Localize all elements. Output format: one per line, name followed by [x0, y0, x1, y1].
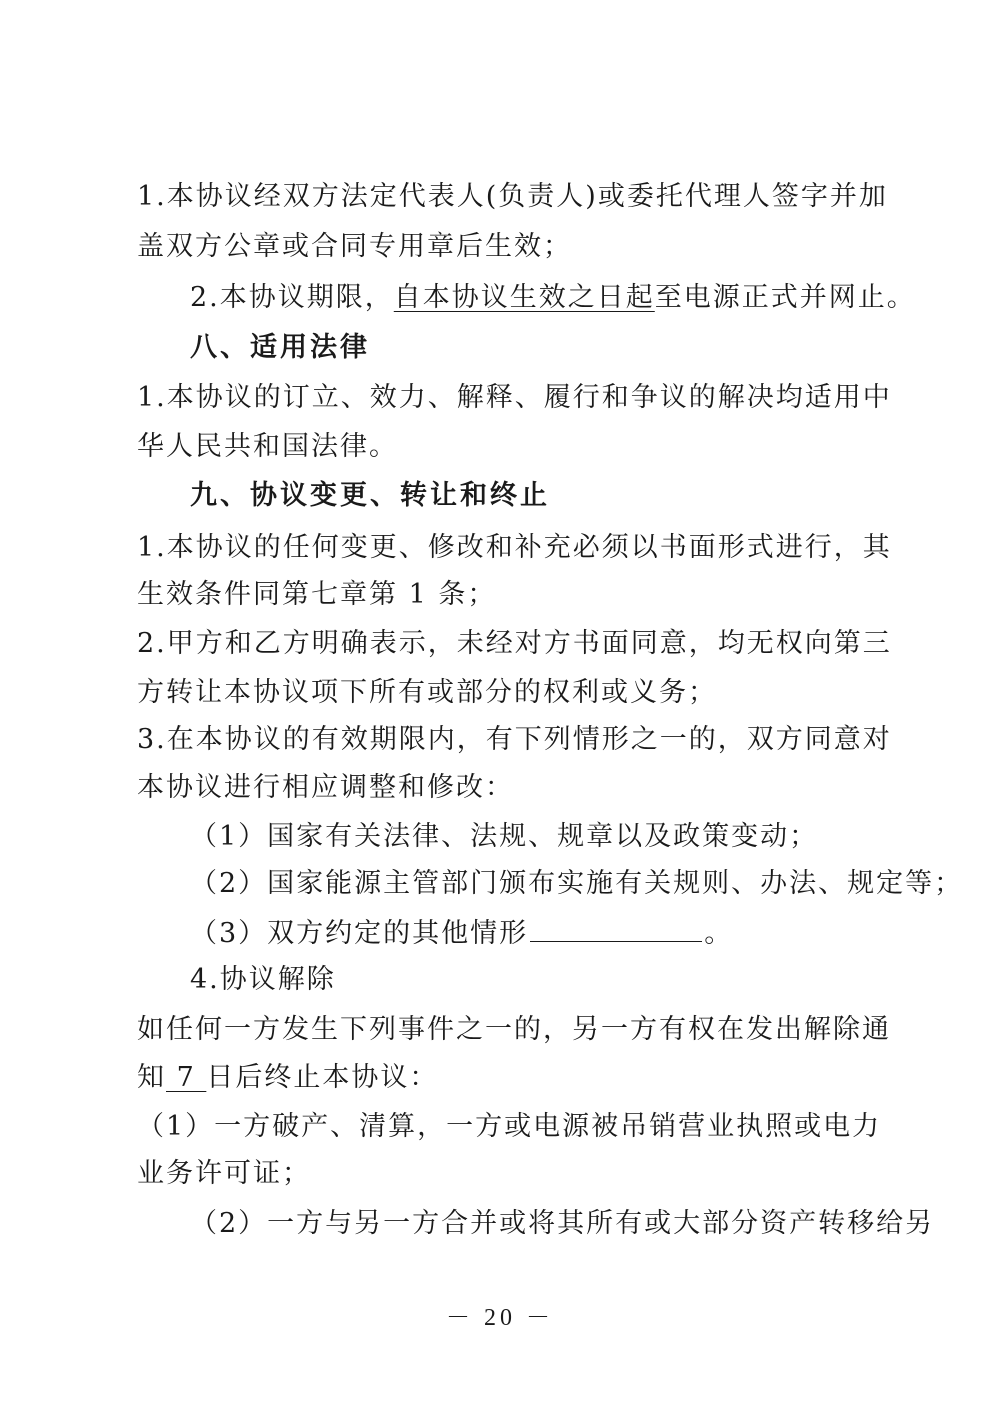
- section-heading-amendment-transfer-termination: 九、协议变更、转让和终止: [190, 480, 550, 511]
- list-item: （1）一方破产、清算，一方或电源被吊销营业执照或电力: [137, 1111, 882, 1142]
- paragraph-line: 本协议进行相应调整和修改：: [137, 772, 514, 803]
- term-label: 2.本协议期限，: [190, 282, 394, 313]
- paragraph-line: [190, 281, 916, 315]
- list-item: 业务许可证；: [137, 1158, 311, 1189]
- term-period-underlined: 自本协议生效之日起: [393, 282, 655, 313]
- list-item: （1）国家有关法律、法规、规章以及政策变动；: [190, 821, 819, 852]
- paragraph-line: 1.本协议的任何变更、修改和补充必须以书面形式进行，其: [137, 532, 892, 563]
- paragraph-line: [137, 1061, 438, 1095]
- paragraph-line: 3.在本协议的有效期限内，有下列情形之一的，双方同意对: [137, 724, 892, 755]
- paragraph-line: 2.甲方和乙方明确表示，未经对方书面同意，均无权向第三: [137, 628, 892, 659]
- paragraph-line: 华人民共和国法律。: [137, 431, 398, 462]
- paragraph-line: 方转让本协议项下所有或部分的权利或义务；: [137, 677, 717, 708]
- list-item: （2）一方与另一方合并或将其所有或大部分资产转移给另: [190, 1208, 935, 1239]
- page-number: － 20 －: [446, 1305, 554, 1331]
- paragraph-line: 盖双方公章或合同专用章后生效；: [137, 231, 572, 262]
- fill-in-blank: [530, 915, 702, 942]
- list-item-end: 。: [704, 918, 734, 949]
- notice-label-end: 日后终止本协议：: [206, 1062, 439, 1093]
- paragraph-line: 1.本协议经双方法定代表人(负责人)或委托代理人签字并加: [137, 181, 888, 212]
- term-label-end: 至电源正式并网止。: [654, 282, 916, 313]
- list-item: [190, 915, 733, 951]
- list-item: （2）国家能源主管部门颁布实施有关规则、办法、规定等；: [190, 868, 964, 899]
- paragraph-line: 生效条件同第七章第 1 条；: [137, 579, 497, 610]
- paragraph-line: 1.本协议的订立、效力、解释、履行和争议的解决均适用中: [137, 382, 892, 413]
- notice-label: 知: [137, 1062, 166, 1093]
- list-item-text: （3）双方约定的其他情形: [190, 918, 529, 949]
- paragraph-line: 4.协议解除: [190, 964, 336, 995]
- notice-days-underlined: 7: [166, 1062, 207, 1093]
- paragraph-line: 如任何一方发生下列事件之一的，另一方有权在发出解除通: [137, 1014, 891, 1045]
- section-heading-applicable-law: 八、适用法律: [190, 332, 370, 363]
